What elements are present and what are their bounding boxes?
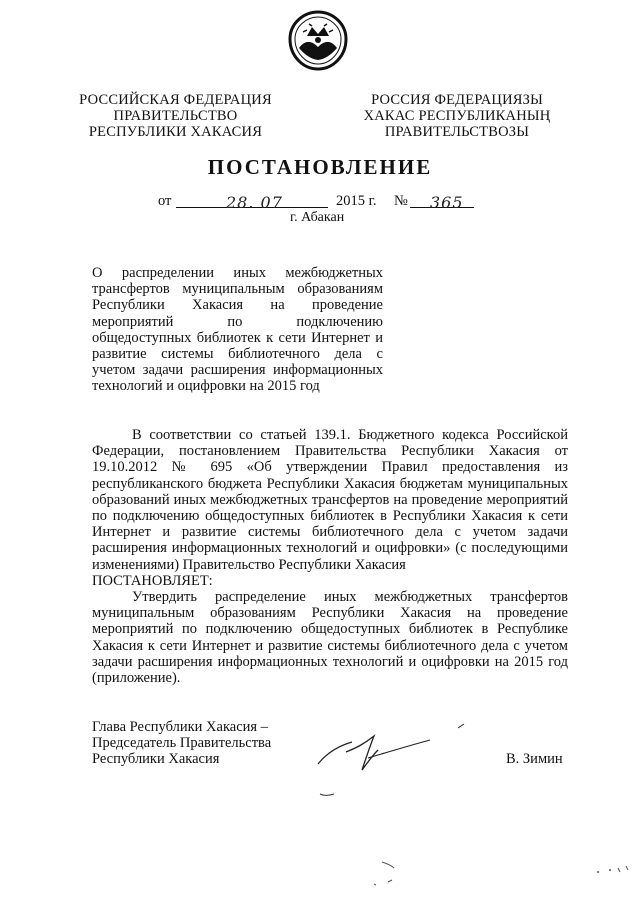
- dateline-prefix: от: [158, 193, 172, 209]
- body-paragraph: Утвердить распределение иных межбюджетных трансфертов муниципальным образованиям Республики Хакасия на проведение мероприятий по подключению общедоступных библиотек в Республике Хакасия к сети Интернет и развитие системы библиотечного дела с учетом задачи расширения информационных технологий и оцифровки на 2015 год (приложение).: [92, 589, 568, 687]
- dateline-number-sign: №: [394, 193, 408, 209]
- signatory-position-line: Республики Хакасия: [92, 751, 220, 768]
- document-title: ПОСТАНОВЛЕНИЕ: [207, 155, 433, 179]
- handwritten-date: 28. 07: [226, 193, 283, 212]
- header-left: [78, 92, 273, 140]
- header-right-line: РОССИЯ ФЕДЕРАЦИЯЗЫ: [371, 92, 543, 108]
- handwritten-number: 365: [430, 193, 464, 212]
- body-paragraph: В соответствии со статьей 139.1. Бюджетного кодекса Российской Федерации, постановлением Правительства Республики Хакасия от 19.10.2012 № 695 «Об утверждении Правил предоставления из республиканского бюджета Республики Хакасия бюджетам муниципальных образований иных межбюджетных трансфертов на проведение мероприятий по подключению общедоступных библиотек в Республики Хакасия к сети Интернет и развитие системы библиотечного дела с учетом задачи расширения информационных технологий и оцифровки» (с последующими изменениями) Правительство Республики Хакасия: [92, 427, 568, 573]
- header-left-line: ПРАВИТЕЛЬСТВО: [113, 108, 238, 124]
- header-left-line: РОССИЙСКАЯ ФЕДЕРАЦИЯ: [79, 92, 272, 108]
- signatory-position-line: Председатель Правительства: [92, 735, 272, 752]
- header-right-line: ХАКАС РЕСПУБЛИКАНЫҢ: [363, 108, 551, 124]
- scan-artifacts: [360, 850, 640, 900]
- dateline-year: 2015 г.: [336, 193, 377, 209]
- signatory-position: [92, 719, 271, 768]
- header-right: [352, 92, 562, 140]
- handwritten-signature: [308, 722, 478, 802]
- coat-of-arms-emblem: [285, 10, 351, 72]
- document-subject: О распределении иных межбюджетных трансфертов муниципальным образованиям Республики Хакасия на проведение мероприятий по подключению общедоступных библиотек к сети Интернет и развитие системы библиотечного дела с учетом задачи расширения информационных технологий и оцифровки на 2015 год: [92, 265, 383, 395]
- body-resolves: ПОСТАНОВЛЯЕТ:: [92, 572, 213, 589]
- signatory-position-line: Глава Республики Хакасия –: [92, 719, 268, 735]
- city: г. Абакан: [290, 210, 345, 225]
- signatory-name: В. Зимин: [506, 751, 563, 767]
- header-left-line: РЕСПУБЛИКИ ХАКАСИЯ: [88, 124, 263, 140]
- header-right-line: ПРАВИТЕЛЬСТВОЗЫ: [384, 124, 530, 140]
- dateline: [158, 190, 488, 212]
- document-body: [92, 427, 568, 686]
